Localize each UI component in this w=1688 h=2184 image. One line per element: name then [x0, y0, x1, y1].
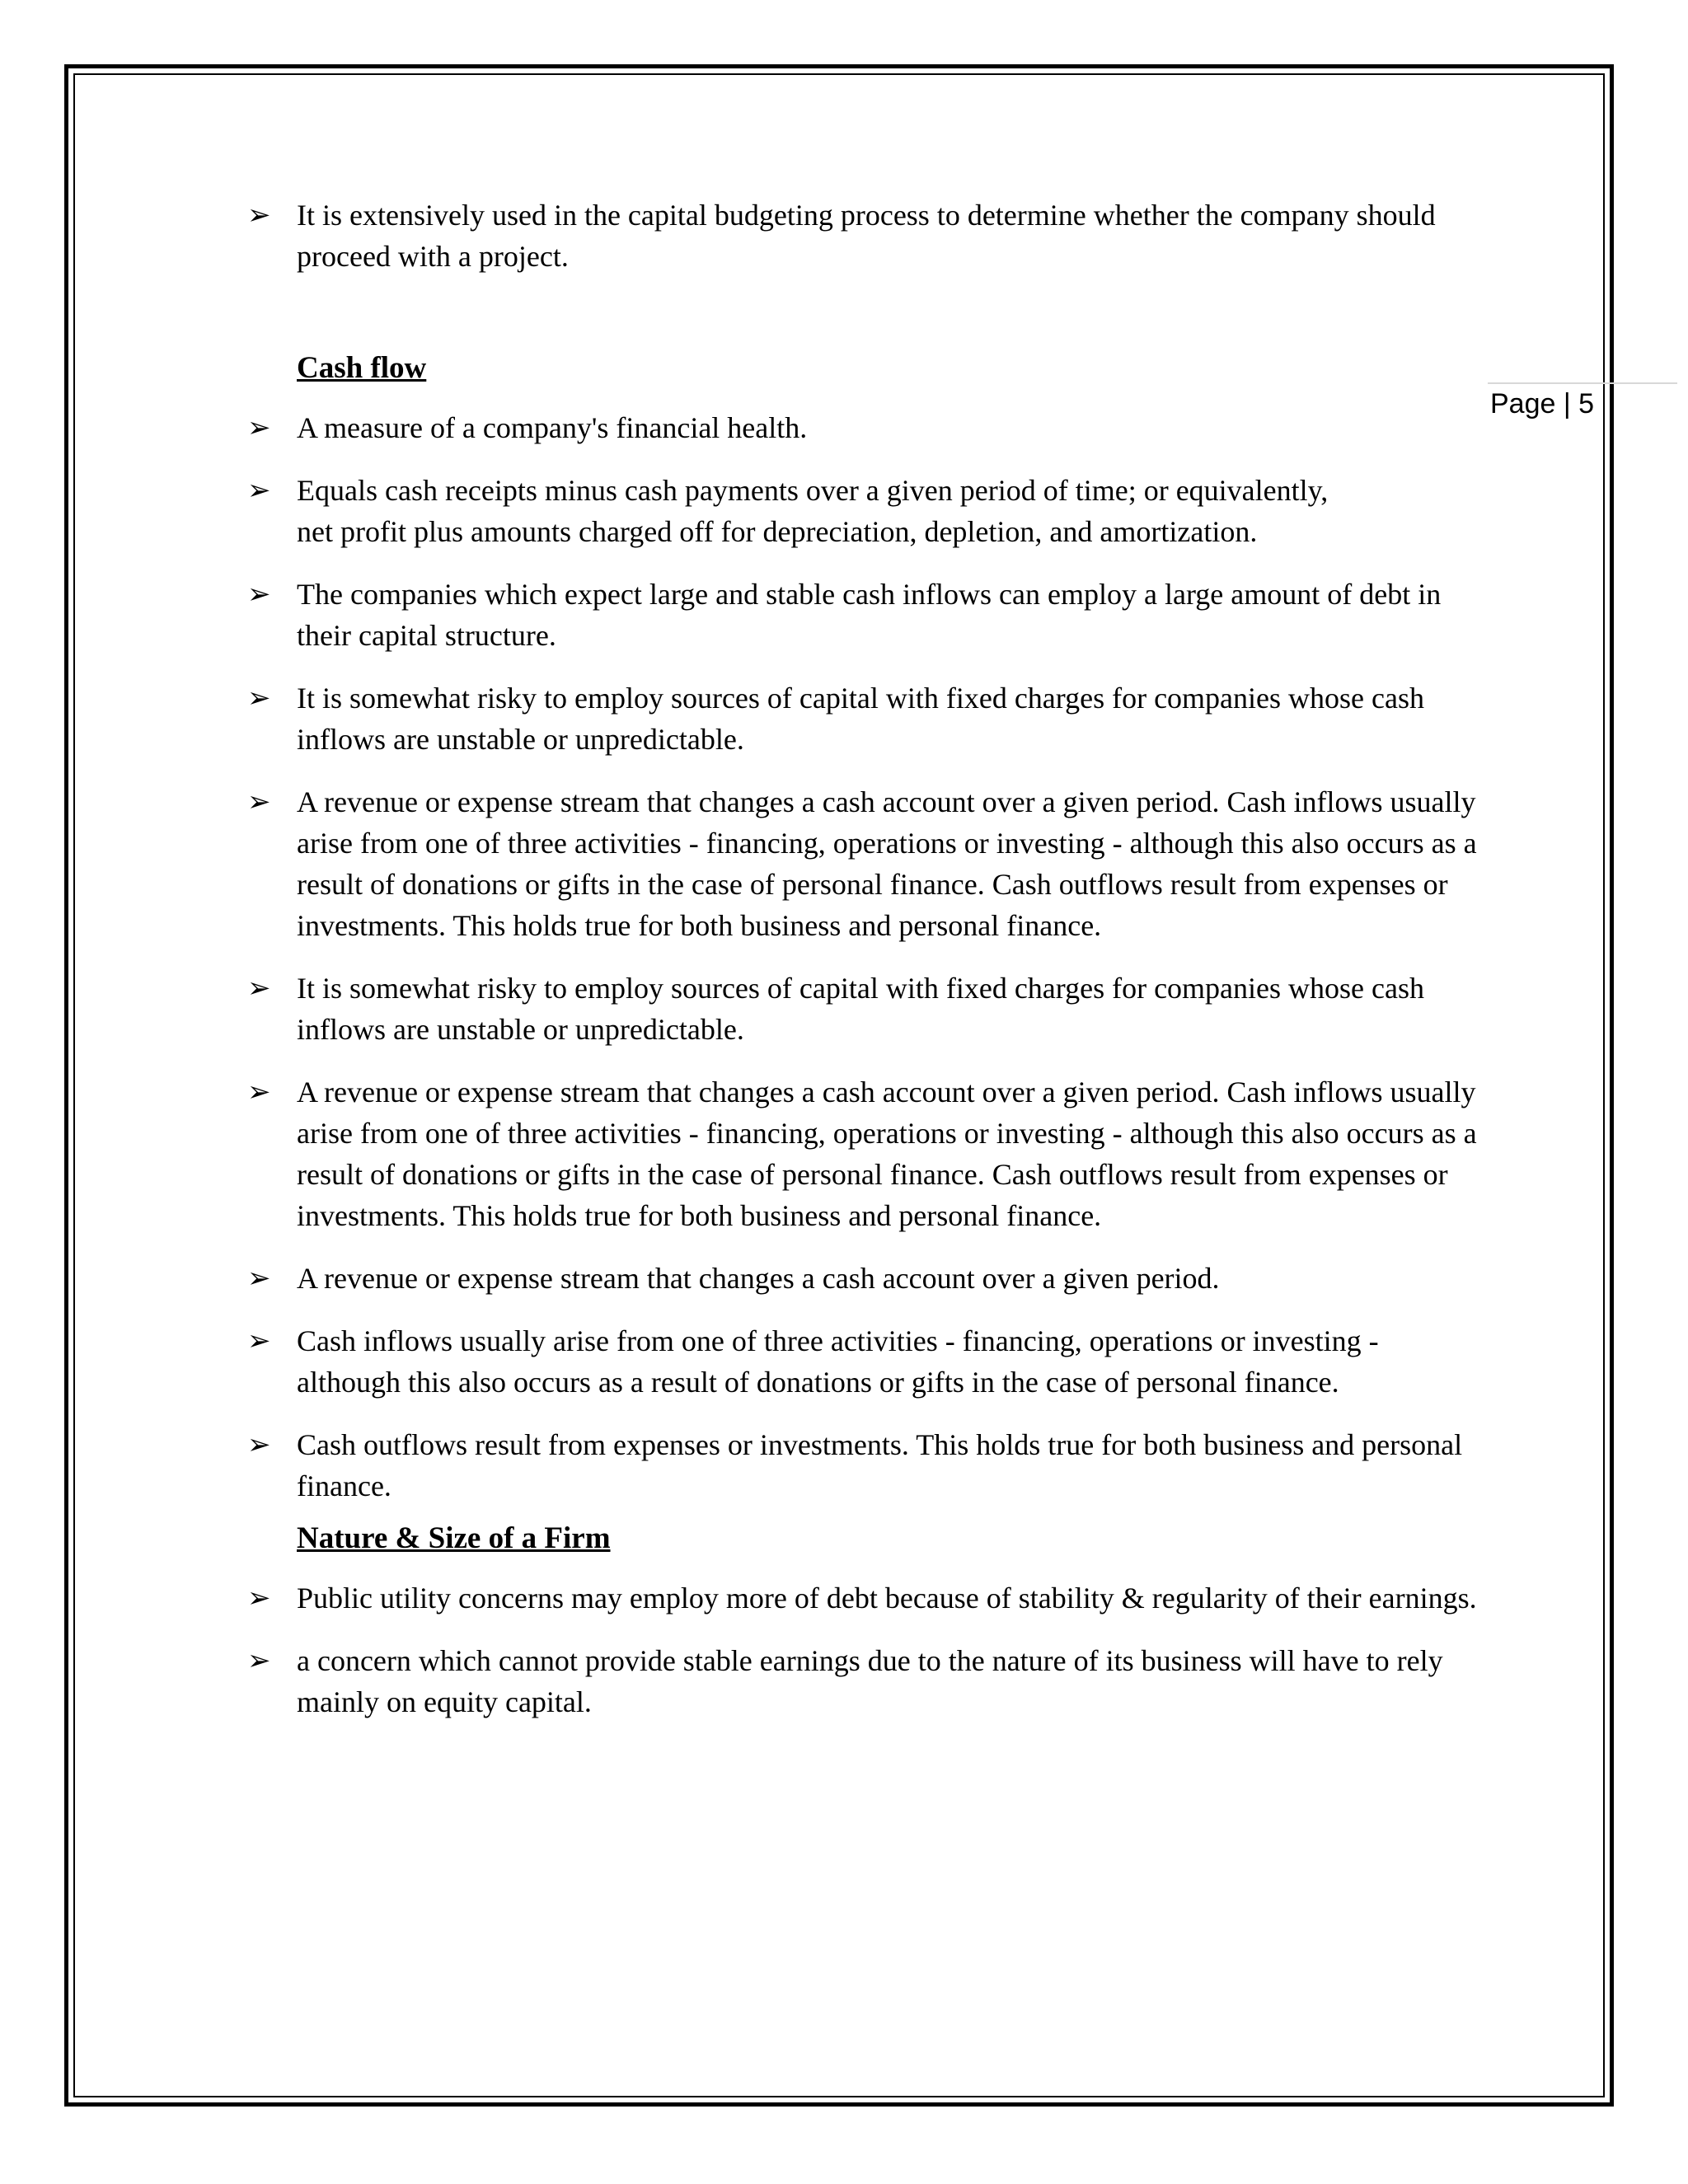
arrow-bullet-icon: ➢ — [247, 578, 271, 611]
arrow-bullet-icon: ➢ — [247, 1324, 271, 1357]
arrow-bullet-icon: ➢ — [247, 1262, 271, 1295]
list-item — [247, 1320, 1426, 1403]
section-heading-cash-flow: Cash flow — [297, 351, 427, 385]
section-heading-nature-size: Nature & Size of a Firm — [297, 1521, 611, 1555]
list-item-text: Cash outflows result from expenses or investments. This holds true for both business and personal finance. — [297, 1428, 1463, 1502]
arrow-bullet-icon: ➢ — [247, 1582, 271, 1615]
list-item-text: a concern which cannot provide stable earnings due to the nature of its business will have to rely mainly on equity capital. — [297, 1644, 1443, 1718]
list-item-text: A revenue or expense stream that changes a cash account over a given period. Cash inflows usually arise from one of three activities - financing, operations or investing - although this also occurs as a result of donations or gifts in the case of personal finance. Cash outflows result from expenses or investments. This holds true for both business and personal finance. — [297, 785, 1477, 942]
list-item-text: Public utility concerns may employ more of debt because of stability & regularity of their earnings. — [297, 1582, 1477, 1615]
arrow-bullet-icon: ➢ — [247, 1428, 271, 1461]
list-item — [247, 968, 1484, 1050]
list-item — [247, 1577, 1484, 1619]
list-item — [247, 407, 1484, 448]
list-item-text: Cash inflows usually arise from one of three activities - financing, operations or investing - although this also occurs as a result of donations or gifts in the case of personal finance. — [297, 1324, 1379, 1399]
list-item — [247, 1640, 1484, 1722]
arrow-bullet-icon: ➢ — [247, 1644, 271, 1677]
list-item-text: The companies which expect large and stable cash inflows can employ a large amount of debt in their capital structure. — [297, 578, 1442, 652]
list-item-text: It is extensively used in the capital budgeting process to determine whether the company should proceed with a project. — [297, 199, 1436, 273]
list-item — [247, 1258, 1484, 1299]
arrow-bullet-icon: ➢ — [247, 785, 271, 818]
list-item — [247, 574, 1484, 656]
list-item-text: It is somewhat risky to employ sources of capital with fixed charges for companies whose cash inflows are unstable or unpredictable. — [297, 682, 1424, 756]
page-number-rule — [1488, 382, 1677, 384]
list-item-text: A revenue or expense stream that changes a cash account over a given period. — [297, 1262, 1220, 1295]
list-item — [247, 1071, 1484, 1236]
list-item-text: A revenue or expense stream that changes a cash account over a given period. Cash inflows usually arise from one of three activities - financing, operations or investing - although this also occurs as a result of donations or gifts in the case of personal finance. Cash outflows result from expenses or investments. This holds true for both business and personal finance. — [297, 1076, 1477, 1232]
list-item — [247, 1424, 1484, 1507]
arrow-bullet-icon: ➢ — [247, 972, 271, 1005]
list-item-text: Equals cash receipts minus cash payments over a given period of time; or equivalently, net profit plus amounts charged off for depreciation, depletion, and amortization. — [297, 474, 1329, 548]
list-item — [247, 781, 1484, 946]
list-item-text: It is somewhat risky to employ sources of capital with fixed charges for companies whose cash inflows are unstable or unpredictable. — [297, 972, 1424, 1046]
list-item-text: A measure of a company's financial health. — [297, 411, 808, 444]
arrow-bullet-icon: ➢ — [247, 474, 271, 507]
page-number: Page | 5 — [1490, 388, 1595, 419]
arrow-bullet-icon: ➢ — [247, 411, 271, 444]
arrow-bullet-icon: ➢ — [247, 682, 271, 715]
document-body — [247, 194, 1484, 1744]
list-item — [247, 677, 1467, 760]
list-item — [247, 470, 1352, 552]
list-item — [247, 194, 1484, 277]
arrow-bullet-icon: ➢ — [247, 199, 271, 232]
arrow-bullet-icon: ➢ — [247, 1076, 271, 1108]
